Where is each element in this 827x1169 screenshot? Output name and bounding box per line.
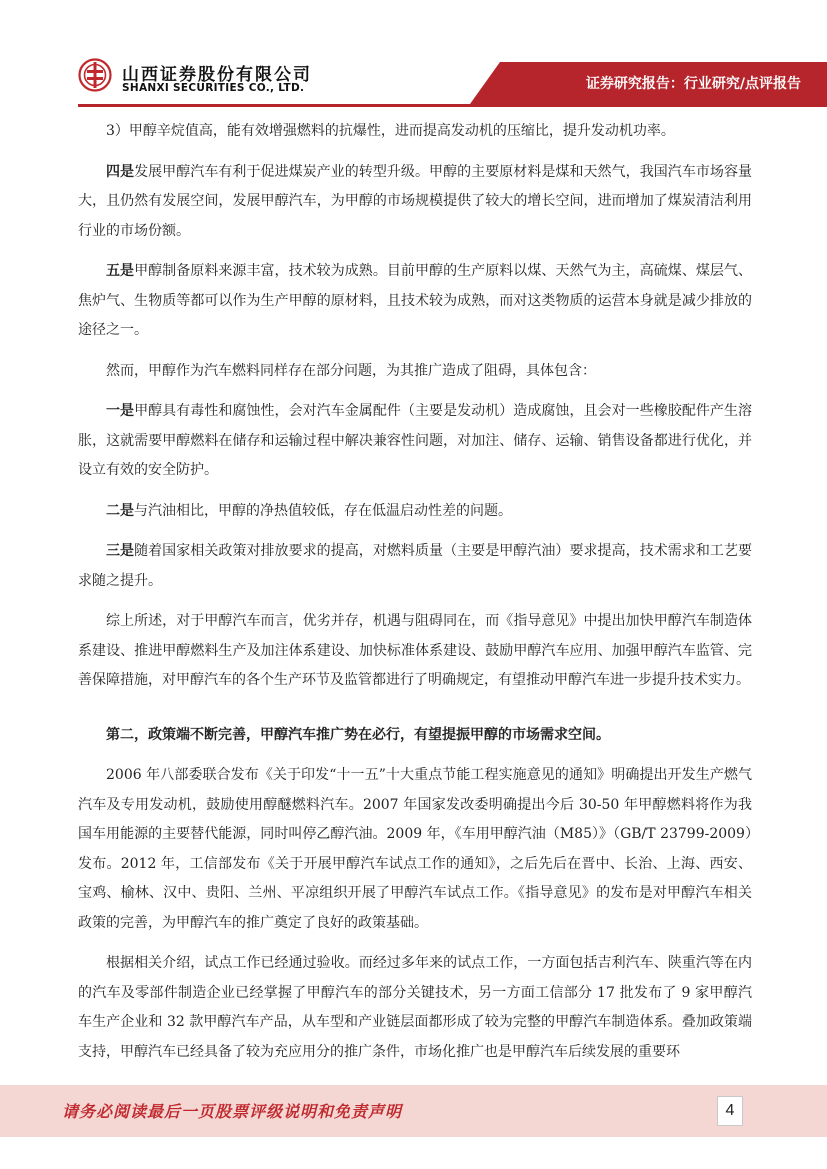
lead-label: 二是 <box>106 502 134 519</box>
paragraph-problem-two: 二是与汽油相比，甲醇的净热值较低，存在低温启动性差的问题。 <box>106 502 512 519</box>
paragraph-octane: 3）甲醇辛烷值高，能有效增强燃料的抗爆性，进而提高发动机的压缩比，提升发动机功率。 <box>106 123 675 139</box>
page-number: 4 <box>717 1096 743 1126</box>
lead-label: 四是 <box>106 163 135 180</box>
paragraph-problems-intro: 然而，甲醇作为汽车燃料同样存在部分问题，为其推广造成了阻碍，具体包含： <box>106 362 596 379</box>
paragraph-problem-one: 一是甲醇具有毒性和腐蚀性，会对汽车金属配件（主要是发动机）造成腐蚀，且会对一些橡胶配件产生溶胀，这就需要甲醇燃料在储存和运输过程中解决兼容性问题，对加注、储存、运输、销售设备都进行优化，并设立有效的安全防护。 <box>78 403 753 478</box>
company-name-cn: 山西证券股份有限公司 <box>122 65 312 85</box>
paragraph-summary: 综上所述，对于甲醇汽车而言，优劣并存，机遇与阻碍同在，而《指导意见》中提出加快甲醇汽车制造体系建设、推进甲醇燃料生产及加注体系建设、加快标准体系建设、鼓励甲醇汽车应用、加强甲醇汽车监管、完善保障措施，对甲醇汽车的各个生产环节及监管都进行了明确规定，有望推动甲醇汽车进一步提升技术实力。 <box>78 613 752 688</box>
paragraph-point-four: 四是发展甲醇汽车有利于促进煤炭产业的转型升级。甲醇的主要原材料是煤和天然气，我国汽车市场容量大，且仍然有发展空间，发展甲醇汽车，为甲醇的市场规模提供了较大的增长空间，进而增加了煤炭清洁利用行业的市场份额。 <box>78 163 753 239</box>
page-header <box>0 0 827 110</box>
footer-disclaimer: 请务必阅读最后一页股票评级说明和免责声明 <box>62 1102 403 1121</box>
report-type-title: 证券研究报告：行业研究/点评报告 <box>585 76 801 92</box>
paragraph-pilot-results: 根据相关介绍，试点工作已经通过验收。而经过多年来的试点工作，一方面包括吉利汽车、陕重汽等在内的汽车及零部件制造企业已经掌握了甲醇汽车的部分关键技术，另一方面工信部分 17 批发布了 9 家甲醇汽车生产企业和 32 款甲醇汽车产品，从车型和产业链层面都形成了较为完整的甲醇汽车制造体系。叠加政策端支持，甲醇汽车已经具备了较为充应用分的推广条件，市场化推广也是甲醇汽车后续发展的重要环 <box>78 955 752 1060</box>
paragraph-problem-three: 三是随着国家相关政策对排放要求的提高，对燃料质量（主要是甲醇汽油）要求提高，技术需求和工艺要求随之提升。 <box>78 543 753 589</box>
lead-label: 一是 <box>106 403 135 419</box>
paragraph-policy-history: 2006 年八部委联合发布《关于印发“十一五”十大重点节能工程实施意见的通知》明确提出开发生产燃气汽车及专用发动机，鼓励使用醇醚燃料汽车。2007 年国家发改委明确提出今后 30-50 年甲醇燃料将作为我国车用能源的主要替代能源，同时叫停乙醇汽油。2009 年，《车用甲醇汽油（M85）》（GB/T 23799-2009）发布。2012 年，工信部发布《关于开展甲醇汽车试点工作的通知》，之后先后在晋中、长治、上海、西安、宝鸡、榆林、汉中、贵阳、兰州、平凉组织开展了甲醇汽车试点工作。《指导意见》的发布是对甲醇汽车相关政策的完善，为甲醇汽车的推广奠定了良好的政策基础。 <box>78 767 752 931</box>
lead-label: 五是 <box>106 263 135 279</box>
section-heading-policy: 第二，政策端不断完善，甲醇汽车推广势在必行，有望提振甲醇的市场需求空间。 <box>106 726 610 743</box>
paragraph-point-five: 五是甲醇制备原料来源丰富，技术较为成熟。目前甲醇的生产原料以煤、天然气为主，高硫煤、煤层气、焦炉气、生物质等都可以作为生产甲醇的原材料，且技术较为成熟，而对这类物质的运营本身就是减少排放的途径之一。 <box>78 263 753 338</box>
company-logo-icon <box>78 58 112 92</box>
lead-label: 三是 <box>106 543 135 559</box>
header-divider <box>78 104 827 107</box>
report-body <box>78 117 752 1067</box>
company-name-en: SHANXI SECURITIES CO., LTD. <box>122 82 305 94</box>
